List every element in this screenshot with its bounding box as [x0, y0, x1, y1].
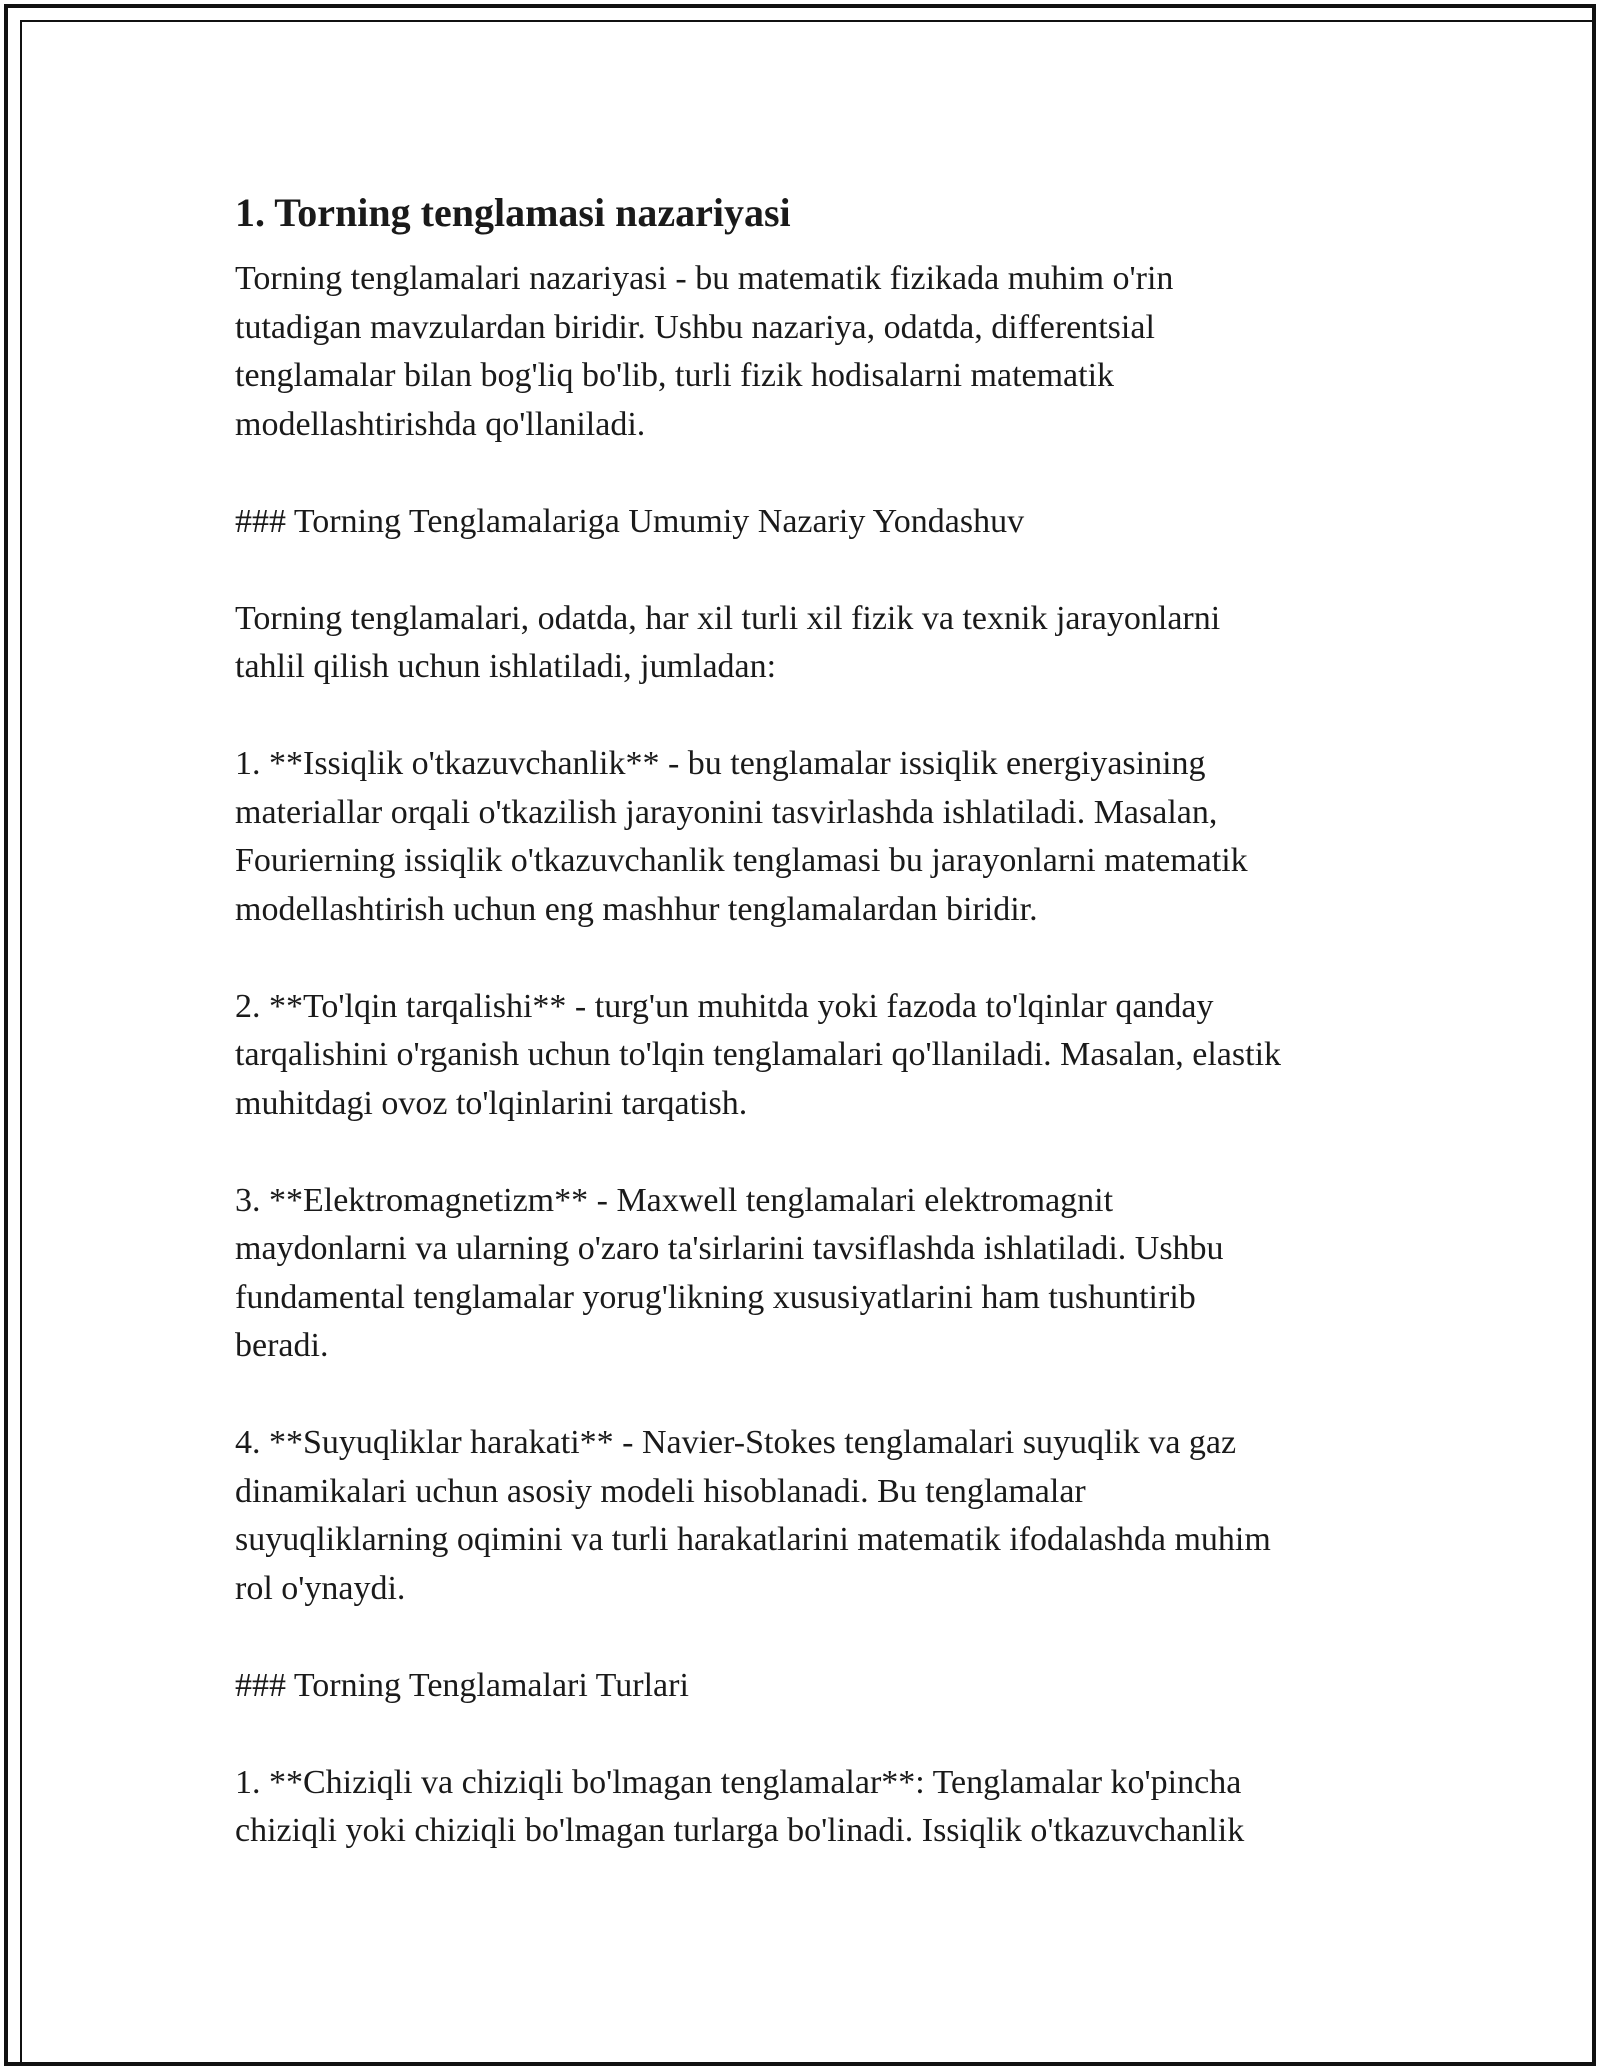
section-heading-equation-types: ### Torning Tenglamalari Turlari [235, 1666, 689, 1704]
paragraph-spacer [235, 934, 1375, 983]
paragraph-spacer [235, 1613, 1375, 1662]
list-item-fluid-motion: 4. **Suyuqliklar harakati** - Navier-Stokes tenglamalari suyuqlik va gaz dinamikalari uchun asosiy modeli hisoblanadi. Bu tenglamalar suyuqliklarning oqimini va turli harakatlarini matematik ifodalashda muhim rol o'ynaydi. [235, 1424, 1271, 1607]
paragraph-spacer [235, 546, 1375, 595]
paragraph-spacer [235, 1371, 1375, 1420]
applications-intro-paragraph: Torning tenglamalari, odatda, har xil turli xil fizik va texnik jarayonlarni tahlil qilish uchun ishlatiladi, jumladan: [235, 599, 1221, 685]
list-item-wave-propagation: 2. **To'lqin tarqalishi** - turg'un muhitda yoki fazoda to'lqinlar qanday tarqalishini o'rganish uchun to'lqin tenglamalari qo'llaniladi. Masalan, elastik muhitdagi ovoz to'lqinlarini tarqatish. [235, 987, 1282, 1122]
paragraph-spacer [235, 1710, 1375, 1759]
document-body [235, 183, 1375, 1856]
list-item-electromagnetism: 3. **Elektromagnetizm** - Maxwell tenglamalari elektromagnit maydonlarni va ularning o'zaro ta'sirlarini tavsiflashda ishlatiladi. Ushbu fundamental tenglamalar yorug'likning xususiyatlarini ham tushuntirib beradi. [235, 1181, 1224, 1364]
intro-paragraph: Torning tenglamalari nazariyasi - bu matematik fizikada muhim o'rin tutadigan mavzulardan biridir. Ushbu nazariya, odatda, differentsial tenglamalar bilan bog'liq bo'lib, turli fizik hodisalarni matematik modellashtirishda qo'llaniladi. [235, 260, 1174, 443]
list-item-heat-conduction: 1. **Issiqlik o'tkazuvchanlik** - bu tenglamalar issiqlik energiyasining materiallar orqali o'tkazilish jarayonini tasvirlashda ishlatiladi. Masalan, Fourierning issiqlik o'tkazuvchanlik tenglamasi bu jarayonlarni matematik modellashtirish uchun eng mashhur tenglamalardan biridir. [235, 745, 1248, 928]
paragraph-spacer [235, 692, 1375, 741]
section-heading-general-approach: ### Torning Tenglamalariga Umumiy Nazariy Yondashuv [235, 502, 1025, 540]
paragraph-spacer [235, 449, 1375, 498]
document-title: 1. Torning tenglamasi nazariyasi [235, 190, 791, 235]
paragraph-spacer [235, 1128, 1375, 1177]
list-item-linear-nonlinear: 1. **Chiziqli va chiziqli bo'lmagan tenglamalar**: Tenglamalar ko'pincha chiziqli yoki chiziqli bo'lmagan turlarga bo'linadi. Issiqlik o'tkazuvchanlik [235, 1763, 1245, 1849]
